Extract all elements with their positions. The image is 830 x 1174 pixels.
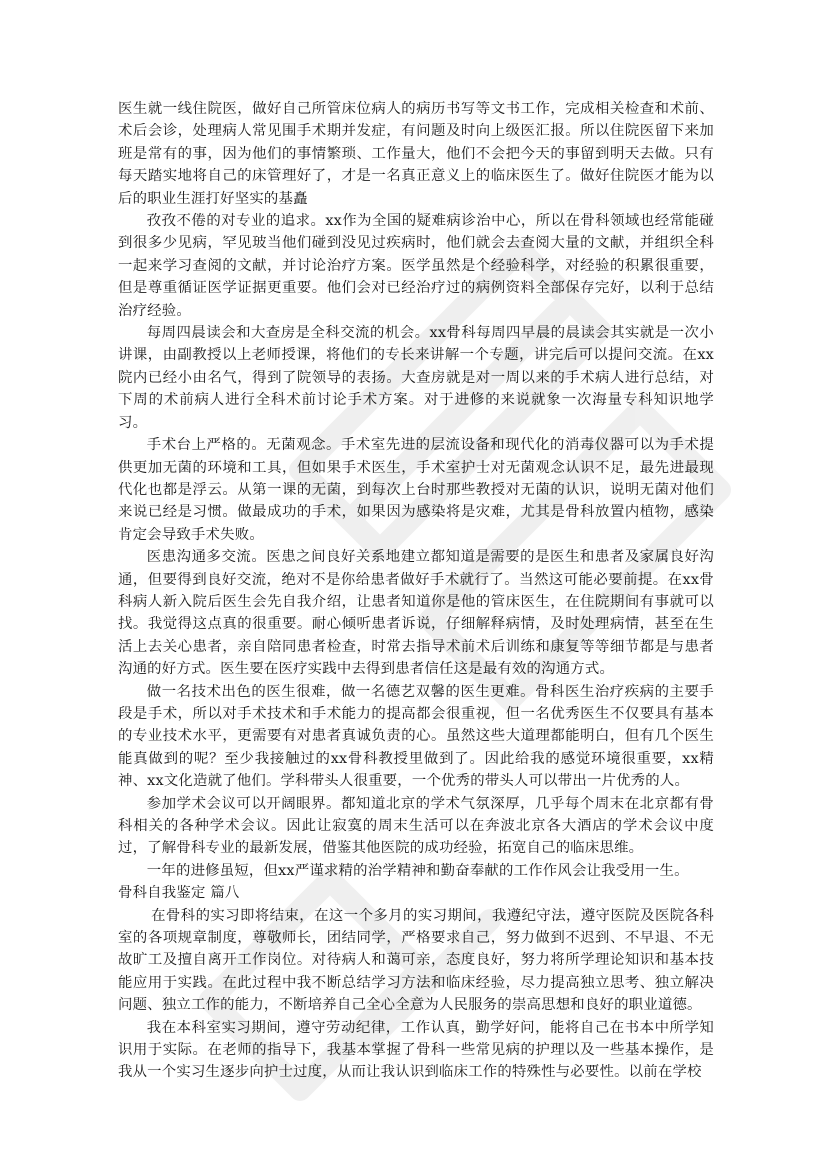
paragraph-internship-summary: 在骨科的实习即将结束，在这一个多月的实习期间，我遵纪守法，遵守医院及医院各科室的各项规章制度，尊敬师长，团结同学，严格要求自己，努力做到不迟到、不早退、不无故旷工及擅自离开工作岗位。对待病人和蔼可亲，态度良好，努力将所学理论知识和基本技能应用于实践。在此过程中我不断总结学习方法和临床经验，尽力提高独立思考、独立解决问题、独立工作的能力，不断培养自己全心全意为人民服务的崇高思想和良好的职业道德。 xyxy=(118,907,714,1014)
paragraph-morning-reading: 每周四晨读会和大查房是全科交流的机会。xx骨科每周四早晨的晨读会其实就是一次小讲课，由副教授以上老师授课，将他们的专长来讲解一个专题，讲完后可以提问交流。在xx院内已经小由名气，得到了院领导的表扬。大查房就是对一周以来的手术病人进行总结，对下周的术前病人进行全科术前讨论手术方案。对于进修的来说就象一次海量专科知识地学习。 xyxy=(118,325,714,431)
paragraph-excellent-doctor: 做一名技术出色的医生很难，做一名德艺双馨的医生更难。骨科医生治疗疾病的主要手段是手术，所以对手术技术和手术能力的提高都会很重视，但一名优秀医生不仅要具有基本的专业技术水平，更需要有对患者真诚负责的心。虽然这些大道理都能明白，但有几个医生能真做到的呢？至少我接触过的xx骨科教授里做到了。因此给我的感觉环境很重要，xx精神、xx文化造就了他们。学科带头人很重要，一个优秀的带头人可以带出一片优秀的人。 xyxy=(118,683,714,790)
document-body xyxy=(118,98,714,1084)
paragraph-conclusion: 一年的进修虽短，但xx严谨求精的治学精神和勤奋奉献的工作作风会让我受用一生。 xyxy=(146,862,689,879)
paragraph-sterile-concept: 手术台上严格的。无菌观念。手术室先进的层流设备和现代化的消毒仪器可以为手术提供更加无菌的环境和工具，但如果手术医生，手术室护士对无菌观念认识不足，最先进最现代化也都是浮云。从第一课的无菌，到每次上台时那些教授对无菌的认识，说明无菌对他们来说已经是习惯。做最成功的手术，如果因为感染将是灾难，尤其是骨科放置内植物，感染肯定会导致手术失败。 xyxy=(118,437,714,543)
paragraph-doctor-patient-communication: 医患沟通多交流。医患之间良好关系地建立都知道是需要的是医生和患者及家属良好沟通，但要得到良好交流，绝对不是你给患者做好手术就行了。当然这可能必要前提。在xx骨科病人新入院后医生会先自我介绍，让患者知道你是他的管床医生，在住院期间有事就可以找。我觉得这点真的很重要。耐心倾听患者诉说，仔细解释病情，及时处理病情，甚至在生活上去关心患者，亲自陪同患者检查，时常去指导术前术后训练和康复等等细节都是与患者沟通的好方式。医生要在医疗实践中去得到患者信任这是最有效的沟通方式。 xyxy=(118,549,714,678)
paragraph-internship-details: 我在本科室实习期间，遵守劳动纪律，工作认真，勤学好问，能将自己在书本中所学知识用于实际。在老师的指导下，我基本掌握了骨科一些常见病的护理以及一些基本操作，是我从一个实习生逐步向护士过度，从而让我认识到临床工作的特殊性与必要性。以前在学校 xyxy=(118,1019,714,1081)
paragraph-professional-pursuit: 孜孜不倦的对专业的追求。xx作为全国的疑难病诊治中心，所以在骨科领域也经常能碰到很多少见病，罕见玻当他们碰到没见过疾病时，他们就会去查阅大量的文献，并组织全科一起来学习查阅的文献，并讨论治疗方案。医学虽然是个经验科学，对经验的积累很重要，但是尊重循证医学证据更重要。他们会对已经治疗过的病例资料全部保存完好，以利于总结治疗经验。 xyxy=(118,213,714,319)
paragraph-academic-conference: 参加学术会议可以开阔眼界。都知道北京的学术气氛深厚，几乎每个周末在北京都有骨科相关的各种学术会议。因此让寂寞的周末生活可以在奔波北京各大酒店的学术会议中度过，了解骨科专业的最新发展，借鉴其他医院的成功经验，拓宽自己的临床思维。 xyxy=(118,795,714,857)
section-heading: 骨科自我鉴定 篇八 xyxy=(118,885,240,902)
paragraph-resident-doctor: 医生就一线住院医，做好自己所管床位病人的病历书写等文书工作，完成相关检查和术前、术后会诊，处理病人常见围手术期并发症，有问题及时向上级医汇报。所以住院医留下来加班是常有的事，因为他们的事情繁琐、工作量大，他们不会把今天的事留到明天去做。只有每天踏实地将自己的床管理好了，才是一名真正意义上的临床医生了。做好住院医才能为以后的职业生涯打好坚实的基矗 xyxy=(118,101,714,207)
